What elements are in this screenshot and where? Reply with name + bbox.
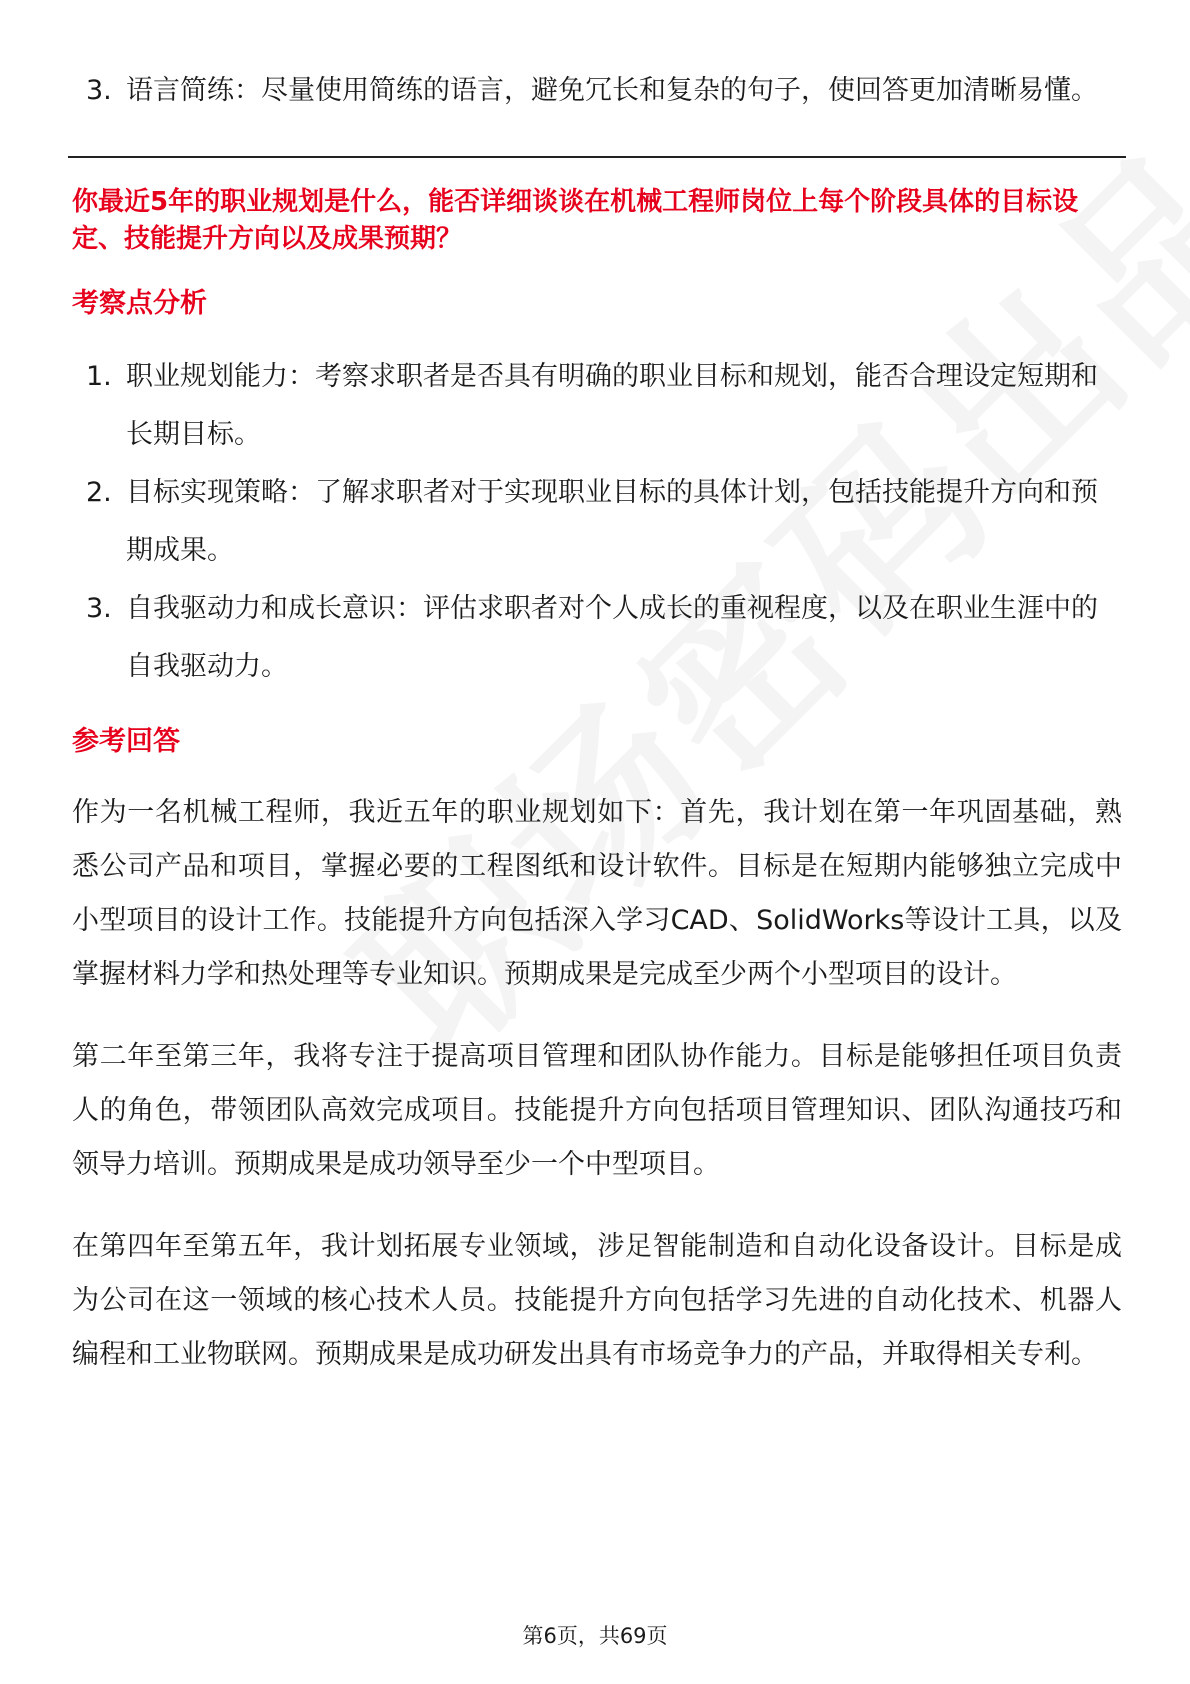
answer-paragraph: 作为一名机械工程师，我近五年的职业规划如下：首先，我计划在第一年巩固基础，熟悉公司产品和项目，掌握必要的工程图纸和设计软件。目标是在短期内能够独立完成中小型项目的设计工作。技能提升方向包括深入学习CAD、SolidWorks等设计工具，以及掌握材料力学和热处理等专业知识。预期成果是完成至少两个小型项目的设计。: [72, 797, 1122, 990]
list-item: [72, 464, 1122, 580]
list-item: [72, 348, 1122, 464]
list-number: 2.: [86, 477, 112, 508]
section-divider: [68, 156, 1126, 158]
list-item: [72, 580, 1122, 696]
list-number: 3.: [86, 75, 112, 106]
analysis-heading: 考察点分析: [72, 288, 207, 319]
page-footer: 第6页，共69页: [522, 1624, 668, 1648]
list-item-text: 目标实现策略：了解求职者对于实现职业目标的具体计划，包括技能提升方向和预期成果。: [126, 477, 1098, 566]
list-item-text: 语言简练：尽量使用简练的语言，避免冗长和复杂的句子，使回答更加清晰易懂。: [126, 75, 1098, 106]
list-item-text: 职业规划能力：考察求职者是否具有明确的职业目标和规划，能否合理设定短期和长期目标。: [126, 361, 1098, 450]
answer-paragraph: 第二年至第三年，我将专注于提高项目管理和团队协作能力。目标是能够担任项目负责人的角色，带领团队高效完成项目。技能提升方向包括项目管理知识、团队沟通技巧和领导力培训。预期成果是成功领导至少一个中型项目。: [72, 1041, 1122, 1180]
list-item-text: 自我驱动力和成长意识：评估求职者对个人成长的重视程度，以及在职业生涯中的自我驱动力。: [126, 593, 1098, 682]
list-number: 1.: [86, 361, 112, 392]
list-number: 3.: [86, 593, 112, 624]
page-content: [72, 62, 1122, 1410]
answer-paragraph: 在第四年至第五年，我计划拓展专业领域，涉足智能制造和自动化设备设计。目标是成为公司在这一领域的核心技术人员。技能提升方向包括学习先进的自动化技术、机器人编程和工业物联网。预期成果是成功研发出具有市场竞争力的产品，并取得相关专利。: [72, 1231, 1122, 1370]
answer-heading: 参考回答: [72, 726, 180, 757]
analysis-list: [72, 348, 1122, 696]
interview-question: 你最近5年的职业规划是什么，能否详细谈谈在机械工程师岗位上每个阶段具体的目标设定、技能提升方向以及成果预期？: [72, 187, 1079, 254]
intro-list-item: [72, 62, 1122, 120]
